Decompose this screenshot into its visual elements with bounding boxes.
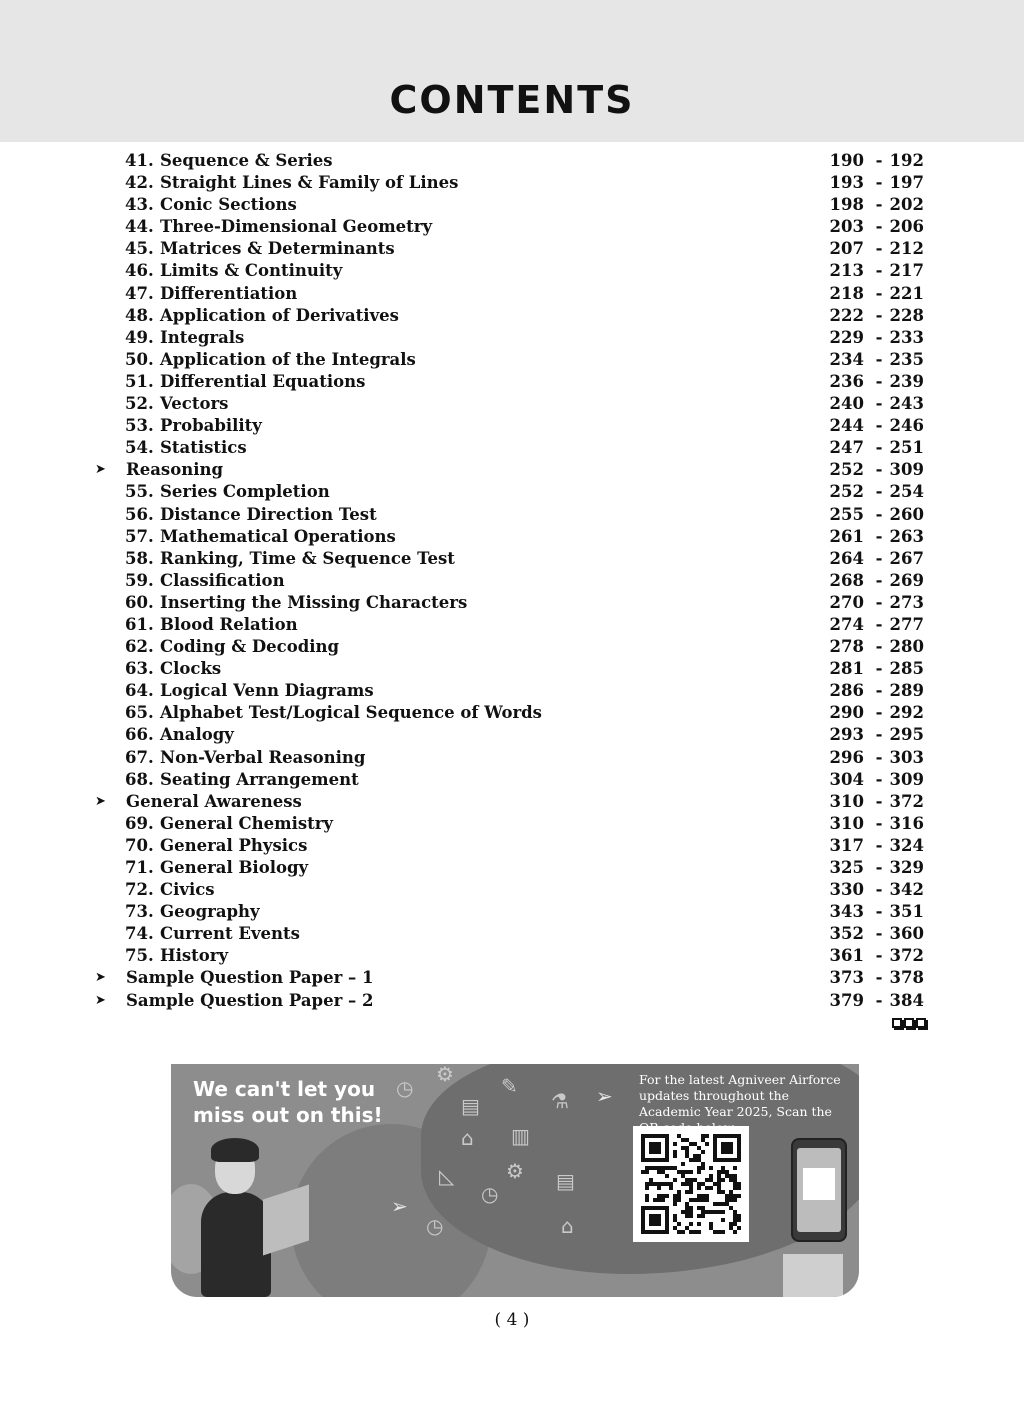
toc-row: [0, 172, 1024, 194]
toc-row: [0, 747, 1024, 769]
toc-title: Clocks: [160, 659, 222, 679]
toc-section-row: [0, 990, 1024, 1012]
page-number: ( 4 ): [494, 1310, 530, 1330]
toc-separator: -: [875, 349, 883, 369]
toc-page-end: 280: [889, 637, 924, 657]
toc-title: Distance Direction Test: [160, 504, 377, 524]
toc-number: 58.: [125, 548, 154, 568]
toc-title: Differentiation: [160, 283, 298, 303]
toc-section-row: [0, 967, 1024, 989]
toc-page-start: 203: [829, 217, 864, 237]
graduation-cap-icon: ⌂: [461, 1126, 474, 1150]
toc-title: Integrals: [160, 327, 245, 347]
toc-page-start: 198: [829, 195, 864, 215]
toc-separator: -: [875, 195, 883, 215]
toc-title: Sequence & Series: [160, 151, 333, 170]
toc-title: Application of the Integrals: [160, 349, 416, 369]
toc-page-end: 246: [889, 416, 924, 436]
toc-page-end: 303: [889, 747, 924, 767]
toc-page-start: 218: [829, 283, 864, 303]
toc-title: Non-Verbal Reasoning: [160, 747, 366, 767]
toc-title: Mathematical Operations: [160, 526, 396, 546]
toc-row: [0, 570, 1024, 592]
toc-page-end: 309: [889, 769, 924, 789]
page-title: CONTENTS: [389, 78, 635, 122]
toc-separator: -: [875, 835, 883, 855]
toc-page-start: 274: [829, 614, 864, 634]
gear-icon: ⚙: [436, 1064, 454, 1086]
toc-row: [0, 526, 1024, 548]
toc-page-start: 244: [829, 416, 864, 436]
toc-title: Seating Arrangement: [160, 769, 359, 789]
toc-separator: -: [875, 526, 883, 546]
toc-separator: -: [875, 968, 883, 988]
toc-page-end: 221: [889, 283, 924, 303]
toc-title: Coding & Decoding: [160, 637, 340, 657]
toc-separator: -: [875, 813, 883, 833]
toc-separator: -: [875, 239, 883, 259]
toc-row: [0, 349, 1024, 371]
gear-icon: ⚙: [506, 1159, 524, 1183]
toc-title: General Chemistry: [160, 813, 334, 833]
toc-title: Matrices & Determinants: [160, 239, 395, 259]
toc-row: [0, 923, 1024, 945]
document-icon: ▤: [556, 1169, 575, 1193]
toc-number: 69.: [125, 813, 154, 833]
toc-row: [0, 658, 1024, 680]
toc-title: Geography: [160, 902, 260, 922]
toc-separator: -: [875, 858, 883, 877]
toc-title: Series Completion: [160, 482, 330, 502]
arrow-bullet-icon: ➤: [95, 462, 106, 478]
toc-section-row: [0, 791, 1024, 813]
header-band: [0, 0, 1024, 142]
toc-page-end: 329: [889, 858, 924, 877]
toc-page-start: 330: [829, 880, 864, 900]
toc-page-end: 309: [889, 460, 924, 480]
toc-number: 46.: [125, 261, 154, 281]
toc-number: 50.: [125, 349, 154, 369]
toc-page-end: 292: [889, 703, 924, 723]
toc-page-start: 213: [829, 261, 864, 281]
toc-row: [0, 548, 1024, 570]
toc-separator: -: [875, 791, 883, 811]
toc-separator: -: [875, 504, 883, 524]
toc-row: [0, 813, 1024, 835]
toc-title: General Awareness: [126, 791, 302, 811]
flask-icon: ⚗: [551, 1089, 569, 1113]
toc-separator: -: [875, 637, 883, 657]
toc-separator: -: [875, 880, 883, 900]
toc-separator: -: [875, 305, 883, 325]
toc-title: Straight Lines & Family of Lines: [160, 173, 459, 193]
toc-separator: -: [875, 703, 883, 723]
toc-separator: -: [875, 592, 883, 612]
toc-separator: -: [875, 482, 883, 502]
toc-page-end: 212: [889, 239, 924, 259]
toc-page-start: 310: [829, 813, 864, 833]
toc-number: 70.: [125, 835, 154, 855]
toc-page-end: 192: [889, 151, 924, 170]
toc-page-start: 352: [829, 924, 864, 944]
toc-row: [0, 769, 1024, 791]
toc-page-start: 293: [829, 725, 864, 745]
toc-page-start: 290: [829, 703, 864, 723]
toc-page-end: 239: [889, 371, 924, 391]
arrow-bullet-icon: ➤: [95, 793, 106, 809]
toc-page-start: 270: [829, 592, 864, 612]
toc-number: 55.: [125, 482, 154, 502]
toc-title: Civics: [160, 880, 215, 900]
toc-page-end: 233: [889, 327, 924, 347]
toc-page-start: 261: [829, 526, 864, 546]
toc-page-end: 267: [889, 548, 924, 568]
toc-number: 53.: [125, 416, 154, 436]
toc-title: Alphabet Test/Logical Sequence of Words: [160, 703, 542, 723]
toc-page-end: 235: [889, 349, 924, 369]
toc-separator: -: [875, 747, 883, 767]
paper-plane-icon: ➢: [391, 1194, 408, 1218]
hand-illustration: [783, 1254, 843, 1297]
toc-page-start: 236: [829, 371, 864, 391]
toc-row: [0, 901, 1024, 923]
toc-page-end: 243: [889, 394, 924, 414]
banner-headline: We can't let you miss out on this!: [193, 1077, 383, 1127]
toc-number: 44.: [125, 217, 154, 237]
toc-title: Inserting the Missing Characters: [160, 592, 468, 612]
toc-separator: -: [875, 460, 883, 480]
toc-row: [0, 636, 1024, 658]
toc-row: [0, 702, 1024, 724]
toc-title: Reasoning: [126, 460, 223, 480]
toc-row: [0, 283, 1024, 305]
document-icon: ▤: [461, 1094, 480, 1118]
toc-page-start: 247: [829, 438, 864, 458]
toc-row: [0, 260, 1024, 282]
toc-separator: -: [875, 681, 883, 701]
toc-separator: -: [875, 725, 883, 745]
toc-number: 42.: [125, 173, 154, 193]
toc-row: [0, 194, 1024, 216]
toc-page-start: 252: [829, 460, 864, 480]
toc-page-end: 273: [889, 592, 924, 612]
toc-separator: -: [875, 990, 883, 1010]
toc-page-start: 278: [829, 637, 864, 657]
toc-row: [0, 327, 1024, 349]
toc-title: Analogy: [160, 725, 234, 745]
toc-title: Statistics: [160, 438, 247, 458]
toc-page-start: 296: [829, 747, 864, 767]
toc-page-end: 316: [889, 813, 924, 833]
toc-page-start: 252: [829, 482, 864, 502]
toc-page-end: 277: [889, 614, 924, 634]
toc-page-end: 228: [889, 305, 924, 325]
toc-title: General Physics: [160, 835, 308, 855]
toc-page-start: 190: [829, 151, 864, 170]
toc-title: Sample Question Paper – 2: [126, 990, 374, 1010]
toc-page-start: 281: [829, 659, 864, 679]
toc-separator: -: [875, 283, 883, 303]
toc-page-end: 342: [889, 880, 924, 900]
student-illustration: [201, 1192, 271, 1297]
toc-page-end: 217: [889, 261, 924, 281]
toc-number: 57.: [125, 526, 154, 546]
toc-separator: -: [875, 173, 883, 193]
toc-number: 49.: [125, 327, 154, 347]
toc-number: 48.: [125, 305, 154, 325]
toc-row: [0, 857, 1024, 879]
qr-code-icon[interactable]: [633, 1126, 749, 1242]
toc-number: 63.: [125, 659, 154, 679]
toc-number: 68.: [125, 769, 154, 789]
toc-separator: -: [875, 261, 883, 281]
toc-number: 51.: [125, 371, 154, 391]
toc-page-start: 255: [829, 504, 864, 524]
toc-page-start: 310: [829, 791, 864, 811]
toc-row: [0, 680, 1024, 702]
end-of-section-box-icon: [892, 1018, 926, 1028]
toc-title: Limits & Continuity: [160, 261, 343, 281]
clock-icon: ◷: [426, 1214, 444, 1238]
toc-separator: -: [875, 394, 883, 414]
toc-number: 52.: [125, 394, 154, 414]
toc-title: Logical Venn Diagrams: [160, 681, 374, 701]
toc-title: History: [160, 946, 229, 966]
toc-separator: -: [875, 614, 883, 634]
toc-page-end: 289: [889, 681, 924, 701]
toc-separator: -: [875, 416, 883, 436]
toc-page-end: 206: [889, 217, 924, 237]
book-icon: ▥: [511, 1124, 530, 1148]
toc-separator: -: [875, 151, 883, 170]
toc-separator: -: [875, 946, 883, 966]
toc-number: 54.: [125, 438, 154, 458]
toc-page-start: 222: [829, 305, 864, 325]
toc-title: Classification: [160, 570, 285, 590]
toc-number: 60.: [125, 592, 154, 612]
toc-row: [0, 614, 1024, 636]
toc-page-start: 229: [829, 327, 864, 347]
toc-page-start: 379: [829, 990, 864, 1010]
pencil-icon: ✎: [501, 1074, 518, 1098]
toc-page-start: 361: [829, 946, 864, 966]
toc-number: 62.: [125, 637, 154, 657]
toc-title: Current Events: [160, 924, 300, 944]
toc-row: [0, 216, 1024, 238]
toc-page-start: 286: [829, 681, 864, 701]
toc-number: 64.: [125, 681, 154, 701]
toc-page-start: 268: [829, 570, 864, 590]
toc-row: [0, 305, 1024, 327]
toc-page-end: 372: [889, 791, 924, 811]
toc-page-start: 304: [829, 769, 864, 789]
paper-plane-icon: ➢: [596, 1084, 613, 1108]
toc-title: Probability: [160, 416, 262, 436]
toc-page-start: 317: [829, 835, 864, 855]
toc-page-end: 263: [889, 526, 924, 546]
toc-page-start: 234: [829, 349, 864, 369]
toc-page-start: 373: [829, 968, 864, 988]
toc-page-end: 197: [889, 173, 924, 193]
toc-number: 41.: [125, 151, 154, 170]
toc-title: Ranking, Time & Sequence Test: [160, 548, 455, 568]
toc-number: 75.: [125, 946, 154, 966]
toc-page-end: 254: [889, 482, 924, 502]
toc-number: 72.: [125, 880, 154, 900]
toc-page-end: 285: [889, 659, 924, 679]
toc-page-end: 351: [889, 902, 924, 922]
toc-section-row: [0, 459, 1024, 481]
toc-page-end: 360: [889, 924, 924, 944]
phone-icon: [791, 1138, 847, 1242]
arrow-bullet-icon: ➤: [95, 992, 106, 1008]
toc-separator: -: [875, 217, 883, 237]
toc-page-start: 343: [829, 902, 864, 922]
toc-page-start: 264: [829, 548, 864, 568]
promo-banner[interactable]: [171, 1064, 859, 1297]
toc-title: Blood Relation: [160, 614, 298, 634]
toc-page-start: 207: [829, 239, 864, 259]
toc-number: 43.: [125, 195, 154, 215]
toc-row: [0, 504, 1024, 526]
toc-row: [0, 879, 1024, 901]
toc-title: Sample Question Paper – 1: [126, 968, 374, 988]
toc-page-start: 193: [829, 173, 864, 193]
toc-page-start: 240: [829, 394, 864, 414]
toc-number: 67.: [125, 747, 154, 767]
toc-separator: -: [875, 924, 883, 944]
toc-page-end: 269: [889, 570, 924, 590]
graduation-cap-icon: ⌂: [561, 1214, 574, 1238]
table-of-contents: [0, 150, 1024, 1012]
toc-number: 45.: [125, 239, 154, 259]
toc-title: Conic Sections: [160, 195, 297, 215]
toc-page-end: 378: [889, 968, 924, 988]
banner-note: For the latest Agniveer Airforce updates throughout the Academic Year 2025, Scan the: [639, 1072, 841, 1119]
toc-number: 56.: [125, 504, 154, 524]
clock-icon: ◷: [481, 1182, 499, 1206]
toc-number: 59.: [125, 570, 154, 590]
arrow-bullet-icon: ➤: [95, 970, 106, 986]
toc-separator: -: [875, 902, 883, 922]
toc-title: Differential Equations: [160, 371, 366, 391]
toc-row: [0, 415, 1024, 437]
toc-number: 71.: [125, 858, 154, 877]
ruler-icon: ◺: [439, 1164, 455, 1188]
toc-page-start: 325: [829, 858, 864, 877]
toc-title: General Biology: [160, 858, 309, 877]
toc-row: [0, 945, 1024, 967]
toc-page-end: 251: [889, 438, 924, 458]
toc-number: 74.: [125, 924, 154, 944]
toc-title: Application of Derivatives: [160, 305, 399, 325]
toc-separator: -: [875, 570, 883, 590]
toc-page-end: 372: [889, 946, 924, 966]
toc-title: Three-Dimensional Geometry: [160, 217, 433, 237]
toc-row: [0, 393, 1024, 415]
toc-page-end: 202: [889, 195, 924, 215]
toc-row: [0, 238, 1024, 260]
toc-separator: -: [875, 438, 883, 458]
toc-separator: -: [875, 769, 883, 789]
clock-icon: ◷: [396, 1076, 414, 1100]
toc-title: Vectors: [160, 394, 229, 414]
toc-row: [0, 724, 1024, 746]
toc-number: 61.: [125, 614, 154, 634]
toc-row: [0, 592, 1024, 614]
toc-row: [0, 481, 1024, 503]
toc-page-end: 384: [889, 990, 924, 1010]
toc-separator: -: [875, 548, 883, 568]
toc-separator: -: [875, 371, 883, 391]
toc-row: [0, 150, 1024, 172]
toc-number: 73.: [125, 902, 154, 922]
toc-number: 47.: [125, 283, 154, 303]
toc-row: [0, 835, 1024, 857]
toc-page-end: 260: [889, 504, 924, 524]
toc-row: [0, 371, 1024, 393]
toc-number: 66.: [125, 725, 154, 745]
toc-row: [0, 437, 1024, 459]
toc-page-end: 324: [889, 835, 924, 855]
toc-separator: -: [875, 327, 883, 347]
toc-separator: -: [875, 659, 883, 679]
toc-number: 65.: [125, 703, 154, 723]
toc-page-end: 295: [889, 725, 924, 745]
